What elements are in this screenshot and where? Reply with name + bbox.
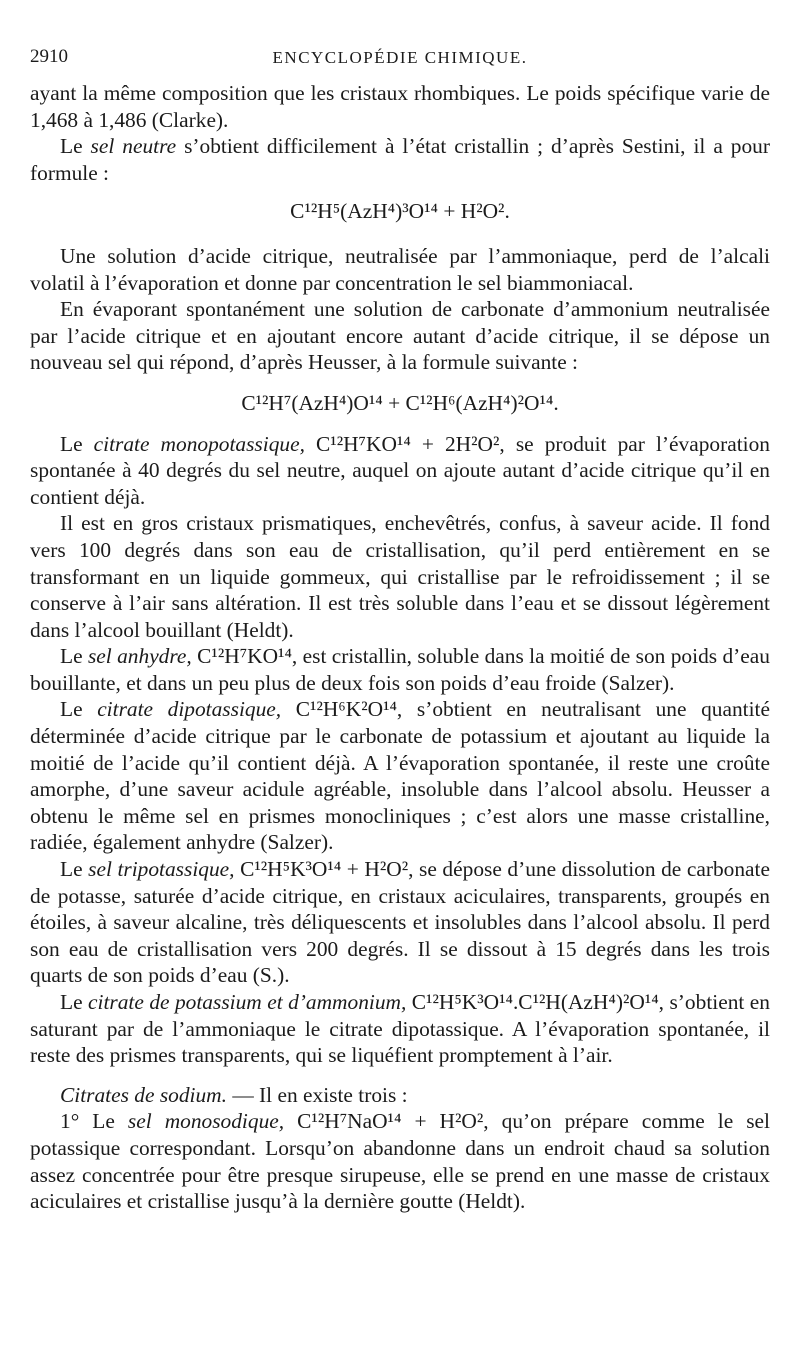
paragraph-heusser: En évaporant spontanément une solution de carbonate d’ammonium neutralisée par l’acide citrique et en ajoutant encore autant d’acide citrique, il se dépose un nouveau sel qui répond, d’après Heusser, à la formule suivante : [30, 297, 770, 375]
term-citrate-potassium-ammonium: citrate de potassium et d’ammonium, [88, 990, 407, 1014]
page-body [30, 80, 770, 1215]
term-citrate-monopotassique: citrate monopotassique, [93, 431, 305, 456]
formula-heusser: C¹²H⁷(AzH⁴)O¹⁴ + C¹²H⁶(AzH⁴)²O¹⁴. [241, 390, 559, 415]
page-number: 2910 [30, 46, 68, 67]
section-heading-citrates-sodium: Citrates de sodium. — Il en existe trois : [60, 1082, 408, 1107]
term-citrate-dipotassique: citrate dipotassique, [97, 697, 282, 722]
term-sel-neutre: sel neutre [90, 134, 177, 159]
term-sel-tripotassique: sel tripotassique, [88, 857, 235, 882]
formula-sel-neutre: C¹²H⁵(AzH⁴)³O¹⁴ + H²O². [290, 199, 510, 224]
paragraph-sel-anhydre: Le sel anhydre, C¹²H⁷KO¹⁴, est cristallin, soluble dans la moitié de son poids d’eau bouillante, et dans un peu plus de deux fois son poids d’eau froide (Salzer). [30, 644, 770, 695]
paragraph-1: ayant la même composition que les cristaux rhombiques. Le poids spécifique varie de 1,468 à 1,486 (Clarke). [30, 81, 770, 132]
term-sel-anhydre: sel anhydre, [87, 644, 192, 669]
section-gap [30, 1069, 770, 1082]
paragraph-monopotassique: Le citrate monopotassique, C¹²H⁷KO¹⁴ + 2H²O², se produit par l’évaporation spontanée à 40 degrés du sel neutre, auquel on ajoute autant d’acide citrique qu’il en contient déjà. [30, 431, 770, 509]
paragraph-dipotassique: Le citrate dipotassique, C¹²H⁶K²O¹⁴, s’obtient en neutralisant une quantité déterminée d’acide citrique par le carbonate de potassium et ajoutant au liquide la moitié de l’acide qu’il contient déjà. A l’évaporation spontanée, il reste une croûte amorphe, d’une saveur acidule agréable, insoluble dans l’alcool absolu. Heusser a obtenu le même sel en prismes monocliniques ; c’est alors une masse cristalline, radiée, également anhydre (Salzer). [30, 697, 770, 855]
paragraph-potassium-ammonium: Le citrate de potassium et d’ammonium, C¹²H⁵K³O¹⁴.C¹²H(AzH⁴)²O¹⁴, s’obtient en saturant par de l’ammoniaque le citrate dipotassique. A l’évaporation spontanée, il reste des prismes transparents, qui se liquéfient promptement à l’air. [30, 990, 770, 1068]
paragraph-solution: Une solution d’acide citrique, neutralisée par l’ammoniaque, perd de l’alcali volatil à l’évaporation et donne par concentration le sel biammoniacal. [30, 243, 770, 295]
page-header [30, 46, 770, 76]
term-sel-monosodique: sel monosodique, [127, 1109, 285, 1134]
paragraph-sel-neutre: Le sel neutre s’obtient difficilement à l’état cristallin ; d’après Sestini, il a pour formule : [30, 134, 770, 185]
paragraph-tripotassique: Le sel tripotassique, C¹²H⁵K³O¹⁴ + H²O², se dépose d’une dissolution de carbonate de potasse, saturée d’acide citrique, en cristaux aciculaires, transparents, groupés en étoiles, à saveur alcaline, très déliquescents et insolubles dans l’alcool absolu. Il perd son eau de cristallisation vers 200 degrés. Il se dissout à 15 degrés dans les trois quarts de son poids d’eau (S.). [30, 857, 770, 988]
paragraph-cristaux: Il est en gros cristaux prismatiques, enchevêtrés, confus, à saveur acide. Il fond vers 100 degrés dans son eau de cristallisation, qu’il perd entièrement en se transformant en un liquide gommeux, qui cristallise par le refroidissement ; il se conserve à l’air sans altération. Il est très soluble dans l’eau et se dissout légèrement dans l’alcool bouillant (Heldt). [30, 511, 770, 642]
paragraph-monosodique: 1° Le sel monosodique, C¹²H⁷NaO¹⁴ + H²O², qu’on prépare comme le sel potassique correspondant. Lorsqu’on abandonne dans un endroit chaud sa solution assez concentrée pour être presque sirupeuse, elle se prend en une masse de cristaux aciculaires et cristallise jusqu’à la dernière goutte (Heldt). [30, 1109, 770, 1214]
running-title: ENCYCLOPÉDIE CHIMIQUE. [272, 48, 528, 67]
term-citrates-de-sodium: Citrates de sodium. [60, 1082, 227, 1107]
